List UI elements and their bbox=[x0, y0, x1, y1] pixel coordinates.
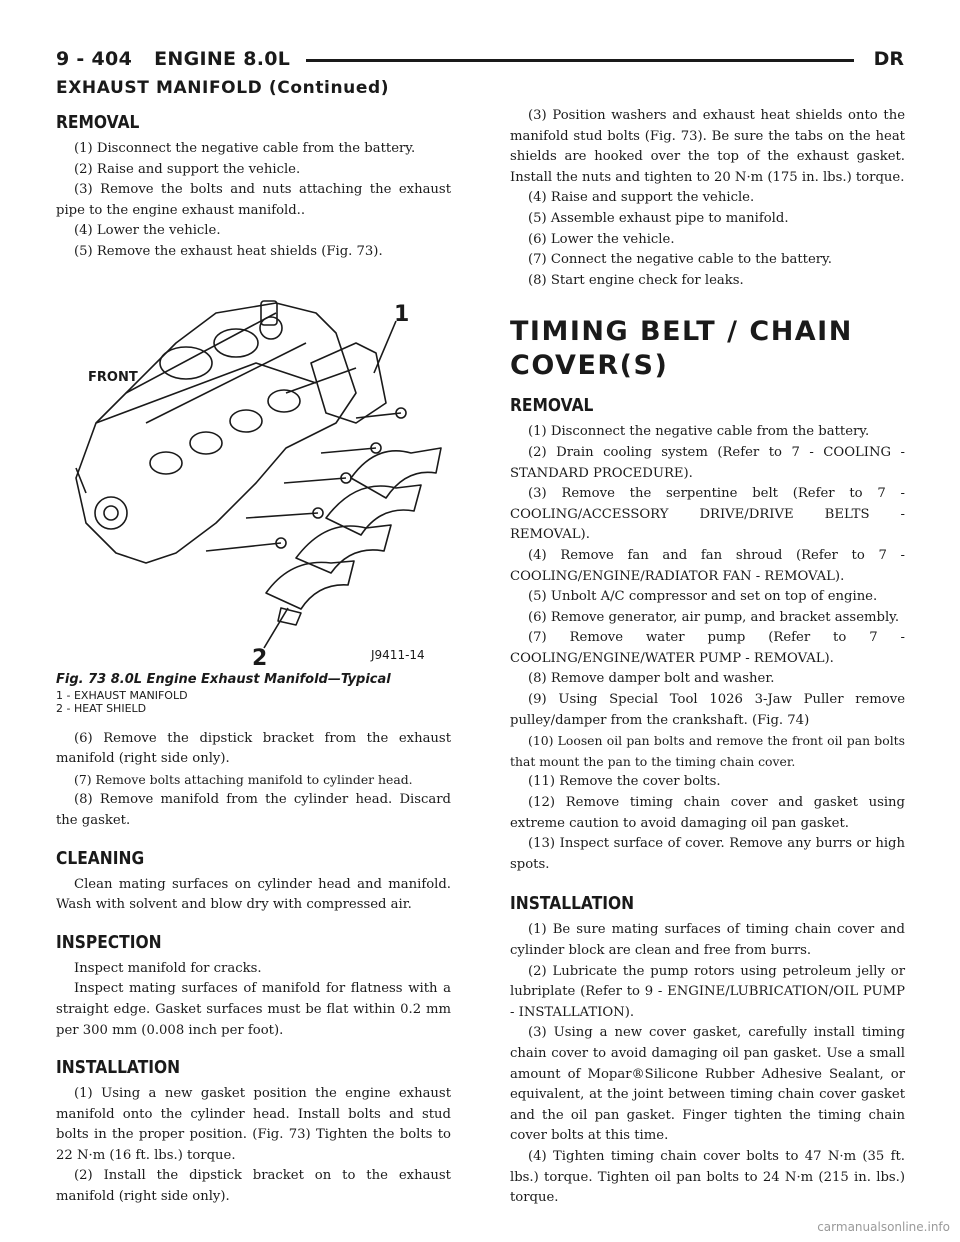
cleaning-heading: CLEANING bbox=[56, 847, 145, 869]
step: (1) Be sure mating surfaces of timing chain cover and cylinder block are clean and free from burrs. bbox=[510, 922, 905, 958]
step: (3) Remove the serpentine belt (Refer to 7 - COOLING/ACCESSORY DRIVE/DRIVE BELTS - REMOVAL). bbox=[510, 486, 905, 543]
step: (8) Remove manifold from the cylinder head. Discard the gasket. bbox=[56, 792, 451, 828]
inspection-text: Inspect manifold for cracks. bbox=[74, 960, 262, 976]
step: (5) Assemble exhaust pipe to manifold. bbox=[528, 210, 789, 226]
exhaust-manifold-figure bbox=[56, 273, 451, 668]
step: (1) Disconnect the negative cable from the battery. bbox=[74, 141, 416, 156]
step: (2) Raise and support the vehicle. bbox=[74, 161, 301, 177]
step: (4) Remove fan and fan shroud (Refer to 7 - COOLING/ENGINE/RADIATOR FAN - REMOVAL). bbox=[510, 547, 905, 584]
callout-2: 2 bbox=[252, 645, 268, 668]
step: (7) Connect the negative cable to the battery. bbox=[528, 252, 832, 268]
step: (4) Tighten timing chain cover bolts to 47 N·m (35 ft. lbs.) torque. Tighten oil pan bolts to 24 N·m (215 in. lbs.) torque. bbox=[510, 1148, 905, 1206]
header-left bbox=[56, 48, 290, 70]
page-header bbox=[56, 48, 904, 76]
step: (6) Remove the dipstick bracket from the exhaust manifold (right side only). bbox=[56, 730, 451, 767]
callout-1: 1 bbox=[394, 301, 410, 327]
figure-code: J9411-14 bbox=[371, 647, 425, 662]
step: (4) Lower the vehicle. bbox=[74, 223, 221, 239]
removal-heading: REMOVAL bbox=[56, 112, 140, 133]
step: (3) Using a new cover gasket, carefully install timing chain cover to avoid damaging oil pan gasket. Use a small amount of Mopar®Silicone Rubber Adhesive Sealant, or equivalent, at the joint between timing chain cover gasket and the oil pan gasket. Finger tighten the timing chain cover bolts at this time. bbox=[510, 1025, 905, 1144]
section-title: TIMING BELT / CHAIN COVER(S) bbox=[510, 316, 853, 382]
step: (5) Unbolt A/C compressor and set on top of engine. bbox=[528, 589, 878, 605]
step: (12) Remove timing chain cover and gasket using extreme caution to avoid damaging oil pan gasket. bbox=[510, 795, 905, 831]
step: (7) Remove water pump (Refer to 7 - COOLING/ENGINE/WATER PUMP - REMOVAL). bbox=[510, 630, 905, 666]
exhaust-manifold-illustration bbox=[56, 273, 451, 668]
installation-heading: INSTALLATION bbox=[56, 1057, 181, 1079]
step: (7) Remove bolts attaching manifold to cylinder head. bbox=[74, 771, 413, 787]
cleaning-text: Clean mating surfaces on cylinder head and manifold. Wash with solvent and blow dry with compressed air. bbox=[56, 876, 451, 913]
step: (1) Disconnect the negative cable from the battery. bbox=[528, 424, 870, 440]
step: (13) Inspect surface of cover. Remove any burrs or high spots. bbox=[510, 836, 905, 872]
front-label: FRONT bbox=[88, 369, 138, 385]
inspection-text: Inspect mating surfaces of manifold for flatness with a straight edge. Gasket surfaces must be flat within 0.2 mm per 300 mm (0.008 inch per foot). bbox=[56, 981, 451, 1038]
page-number: 9 - 404 bbox=[56, 48, 133, 70]
figure-caption: Fig. 73 8.0L Engine Exhaust Manifold—Typical bbox=[56, 671, 391, 687]
step: (1) Using a new gasket position the engine exhaust manifold onto the cylinder head. Install bolts and stud bolts in the proper position. (Fig. 73) Tighten the bolts to 22 N·m (16 ft. lbs.) torque. bbox=[56, 1086, 451, 1163]
continued-heading: EXHAUST MANIFOLD (Continued) bbox=[56, 78, 390, 98]
left-column bbox=[56, 106, 451, 1208]
removal-heading: REMOVAL bbox=[510, 395, 594, 417]
step: (10) Loosen oil pan bolts and remove the front oil pan bolts that mount the pan to the timing chain cover. bbox=[510, 733, 905, 769]
figure-legend bbox=[56, 689, 451, 715]
step: (6) Lower the vehicle. bbox=[528, 231, 675, 247]
step: (4) Raise and support the vehicle. bbox=[528, 190, 755, 206]
inspection-heading: INSPECTION bbox=[56, 931, 162, 953]
step: (9) Using Special Tool 1026 3-Jaw Puller remove pulley/damper from the crankshaft. (Fig. 74) bbox=[510, 692, 905, 728]
legend-item: 1 - EXHAUST MANIFOLD bbox=[56, 688, 188, 702]
legend-item: 2 - HEAT SHIELD bbox=[56, 701, 147, 715]
step: (8) Start engine check for leaks. bbox=[528, 272, 744, 288]
right-column bbox=[510, 106, 905, 1209]
watermark: carmanualsonline.info bbox=[817, 1220, 950, 1234]
section-name: ENGINE 8.0L bbox=[154, 48, 291, 70]
step: (11) Remove the cover bolts. bbox=[528, 774, 721, 790]
step: (2) Drain cooling system (Refer to 7 - COOLING - STANDARD PROCEDURE). bbox=[510, 444, 905, 481]
header-rule bbox=[306, 59, 854, 62]
step: (3) Position washers and exhaust heat shields onto the manifold stud bolts (Fig. 73). Be sure the tabs on the heat shields are hooked over the top of the exhaust gasket. Install the nuts and tighten to 20 N·m (175 in. lbs.) torque. bbox=[510, 108, 905, 185]
step: (5) Remove the exhaust heat shields (Fig. 73). bbox=[74, 243, 383, 259]
step: (3) Remove the bolts and nuts attaching the exhaust pipe to the engine exhaust manifold.. bbox=[56, 182, 451, 218]
model-code: DR bbox=[873, 48, 904, 70]
step: (8) Remove damper bolt and washer. bbox=[528, 671, 775, 687]
step: (6) Remove generator, air pump, and bracket assembly. bbox=[528, 609, 900, 625]
installation-heading: INSTALLATION bbox=[510, 893, 635, 915]
step: (2) Install the dipstick bracket on to the exhaust manifold (right side only). bbox=[56, 1168, 451, 1205]
step: (2) Lubricate the pump rotors using petroleum jelly or lubriplate (Refer to 9 - ENGINE/LUBRICATION/OIL PUMP - INSTALLATION). bbox=[510, 963, 905, 1020]
